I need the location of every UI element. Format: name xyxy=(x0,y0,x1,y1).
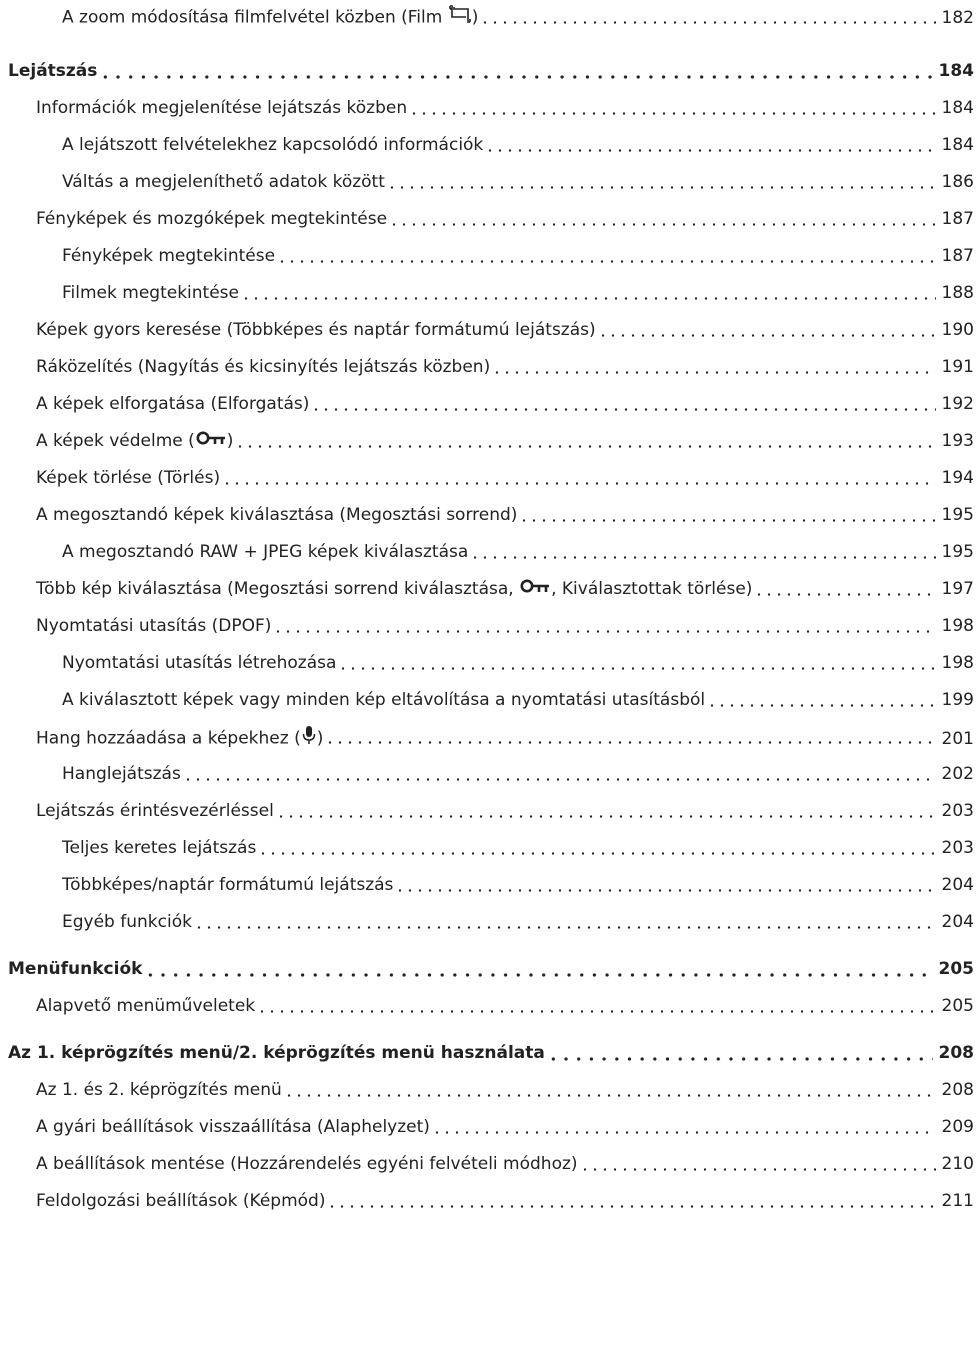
toc-page-number: 208 xyxy=(938,1043,974,1063)
toc-page-number: 194 xyxy=(941,468,974,488)
toc-title-text: Több kép kiválasztása (Megosztási sorrend kiválasztása, xyxy=(36,579,520,599)
toc-entry[interactable] xyxy=(62,540,974,564)
toc-entry-title xyxy=(36,577,752,601)
toc-entry-title: Többképes/naptár formátumú lejátszás xyxy=(62,875,394,895)
toc-entry[interactable] xyxy=(36,392,974,416)
toc-entry-title: A kiválasztott képek vagy minden kép eltávolítása a nyomtatási utasításból xyxy=(62,690,706,710)
toc-leader-dots xyxy=(395,889,935,893)
toc-leader-dots xyxy=(707,704,935,708)
toc-entry[interactable] xyxy=(62,762,974,786)
toc-entry[interactable] xyxy=(62,836,974,860)
toc-page-number: 191 xyxy=(941,357,974,377)
toc-entry-title: Információk megjelenítése lejátszás közben xyxy=(36,98,408,118)
toc-entry-title: Hanglejátszás xyxy=(62,764,181,784)
toc-page-number: 192 xyxy=(941,394,974,414)
toc-entry[interactable] xyxy=(36,503,974,527)
toc-entry-title: Fényképek megtekintése xyxy=(62,246,276,266)
toc-page-number: 184 xyxy=(938,61,974,81)
toc-page-number: 195 xyxy=(941,505,974,525)
toc-leader-dots xyxy=(519,519,935,523)
toc-leader-dots xyxy=(485,149,935,153)
toc-title-text: A zoom módosítása filmfelvétel közben (Film xyxy=(62,7,448,28)
toc-leader-dots xyxy=(409,112,935,116)
toc-entry[interactable] xyxy=(36,725,974,749)
toc-entry[interactable] xyxy=(62,910,974,934)
toc-entry-title xyxy=(36,725,323,752)
toc-page-number: 209 xyxy=(941,1117,974,1137)
toc-entry[interactable] xyxy=(36,466,974,490)
toc-entry[interactable] xyxy=(36,429,974,453)
toc-entry-title: A lejátszott felvételekhez kapcsolódó információk xyxy=(62,135,484,155)
toc-leader-dots xyxy=(258,852,935,856)
toc-entry[interactable] xyxy=(62,5,974,29)
toc-title-text: Hang hozzáadása a képekhez ( xyxy=(36,728,301,749)
toc-leader-dots xyxy=(222,482,935,486)
toc-entry-title: Fényképek és mozgóképek megtekintése xyxy=(36,209,388,229)
toc-leader-dots xyxy=(338,667,935,671)
toc-entry-title: Képek törlése (Törlés) xyxy=(36,468,221,488)
toc-entry-title: Az 1. és 2. képrögzítés menü xyxy=(36,1080,282,1100)
toc-page-number: 199 xyxy=(941,690,974,710)
toc-leader-dots xyxy=(580,1168,936,1172)
toc-entry[interactable] xyxy=(62,873,974,897)
toc-page-number: 198 xyxy=(941,616,974,636)
toc-entry[interactable] xyxy=(36,1078,974,1102)
toc-leader-dots xyxy=(598,334,936,338)
toc-entry-title: A beállítások mentése (Hozzárendelés egyéni felvételi módhoz) xyxy=(36,1154,578,1174)
toc-entry[interactable] xyxy=(62,651,974,675)
toc-leader-dots xyxy=(276,815,936,819)
toc-entry-title: Filmek megtekintése xyxy=(62,283,239,303)
toc-entry[interactable] xyxy=(36,1115,974,1139)
toc-entry-title xyxy=(36,429,233,453)
toc-entry-title: Az 1. képrögzítés menü/2. képrögzítés menü használata xyxy=(8,1043,545,1063)
toc-leader-dots xyxy=(235,445,935,449)
toc-page-number: 195 xyxy=(941,542,974,562)
toc-leader-dots xyxy=(432,1131,936,1135)
toc-leader-dots xyxy=(327,1205,935,1209)
toc-entry-title: Egyéb funkciók xyxy=(62,912,192,932)
toc-entry-title xyxy=(62,5,478,30)
toc-entry[interactable] xyxy=(62,281,974,305)
toc-title-text: , Kiválasztottak törlése) xyxy=(551,579,753,599)
toc-entry-title: Nyomtatási utasítás (DPOF) xyxy=(36,616,272,636)
toc-leader-dots xyxy=(241,297,936,301)
toc-entry-title: Nyomtatási utasítás létrehozása xyxy=(62,653,337,673)
toc-page-number: 186 xyxy=(941,172,974,192)
toc-entry[interactable] xyxy=(36,318,974,342)
toc-entry[interactable] xyxy=(36,614,974,638)
toc-page-number: 188 xyxy=(941,283,974,303)
toc-entry-title: Lejátszás xyxy=(8,61,98,81)
toc-title-text: ) xyxy=(316,728,324,749)
toc-entry-title: Menüfunkciók xyxy=(8,959,143,979)
toc-leader-dots xyxy=(492,371,935,375)
toc-entry[interactable] xyxy=(36,96,974,120)
toc-page-number: 210 xyxy=(941,1154,974,1174)
toc-page-number: 197 xyxy=(941,579,974,599)
toc-entry[interactable] xyxy=(62,244,974,268)
toc-entry-title: Alapvető menüműveletek xyxy=(36,996,256,1016)
toc-page-number: 193 xyxy=(941,431,974,451)
toc-leader-dots xyxy=(389,223,935,227)
toc-page-number: 182 xyxy=(941,7,974,28)
toc-title-text: ) xyxy=(226,431,234,451)
toc-leader-dots xyxy=(754,593,935,597)
toc-entry-title: Teljes keretes lejátszás xyxy=(62,838,257,858)
toc-leader-dots xyxy=(547,1057,933,1061)
toc-leader-dots xyxy=(144,973,932,977)
toc-entry-title: A megosztandó képek kiválasztása (Megosztási sorrend) xyxy=(36,505,518,525)
toc-page-number: 211 xyxy=(941,1191,974,1211)
toc-entry[interactable] xyxy=(36,1152,974,1176)
toc-leader-dots xyxy=(99,75,932,79)
toc-page-number: 201 xyxy=(941,728,974,749)
toc-entry[interactable] xyxy=(36,994,974,1018)
toc-entry[interactable] xyxy=(36,355,974,379)
toc-title-text: ) xyxy=(471,7,479,28)
toc-leader-dots xyxy=(257,1010,935,1014)
toc-leader-dots xyxy=(325,741,935,745)
toc-page-number: 198 xyxy=(941,653,974,673)
toc-leader-dots xyxy=(273,630,935,634)
toc-page-number: 187 xyxy=(941,209,974,229)
toc-entry-title: A megosztandó RAW + JPEG képek kiválasztása xyxy=(62,542,469,562)
toc-entry[interactable] xyxy=(62,133,974,157)
toc-page-number: 184 xyxy=(941,135,974,155)
toc-entry[interactable] xyxy=(62,688,974,712)
toc-entry-title: Váltás a megjeleníthető adatok között xyxy=(62,172,385,192)
toc-chapter[interactable] xyxy=(8,957,974,981)
toc-chapter[interactable] xyxy=(8,1041,974,1065)
toc-page-number: 190 xyxy=(941,320,974,340)
toc-entry[interactable] xyxy=(36,799,974,823)
toc-page-number: 204 xyxy=(941,875,974,895)
toc-entry-title: Képek gyors keresése (Többképes és naptár formátumú lejátszás) xyxy=(36,320,596,340)
toc-title-text: A képek védelme ( xyxy=(36,431,195,451)
toc-leader-dots xyxy=(311,408,935,412)
toc-leader-dots xyxy=(480,21,935,25)
protect-key-icon xyxy=(196,429,226,453)
toc-page-number: 187 xyxy=(941,246,974,266)
toc-page-number: 208 xyxy=(941,1080,974,1100)
toc-page-number: 202 xyxy=(941,764,974,784)
toc-page-number: 205 xyxy=(938,959,974,979)
toc-entry[interactable] xyxy=(36,207,974,231)
toc-page-number: 204 xyxy=(941,912,974,932)
toc-entry-title: A képek elforgatása (Elforgatás) xyxy=(36,394,310,414)
toc-page-number: 203 xyxy=(941,801,974,821)
toc-entry-title: Feldolgozási beállítások (Képmód) xyxy=(36,1191,326,1211)
movie-crop-icon xyxy=(449,5,471,30)
toc-page-number: 203 xyxy=(941,838,974,858)
toc-entry[interactable] xyxy=(62,170,974,194)
toc-leader-dots xyxy=(284,1094,936,1098)
toc-entry[interactable] xyxy=(36,577,974,601)
toc-leader-dots xyxy=(387,186,936,190)
protect-key-icon xyxy=(520,577,550,601)
toc-leader-dots xyxy=(183,778,936,782)
toc-leader-dots xyxy=(470,556,935,560)
toc-entry-title: Ráközelítés (Nagyítás és kicsinyítés lejátszás közben) xyxy=(36,357,491,377)
toc-leader-dots xyxy=(194,926,936,930)
toc-entry-title: A gyári beállítások visszaállítása (Alaphelyzet) xyxy=(36,1117,430,1137)
toc-page-number: 184 xyxy=(941,98,974,118)
toc-entry[interactable] xyxy=(36,1189,974,1213)
toc-chapter[interactable] xyxy=(8,59,974,83)
toc-leader-dots xyxy=(277,260,935,264)
toc-entry-title: Lejátszás érintésvezérléssel xyxy=(36,801,274,821)
microphone-icon xyxy=(302,725,316,752)
toc-page-number: 205 xyxy=(941,996,974,1016)
